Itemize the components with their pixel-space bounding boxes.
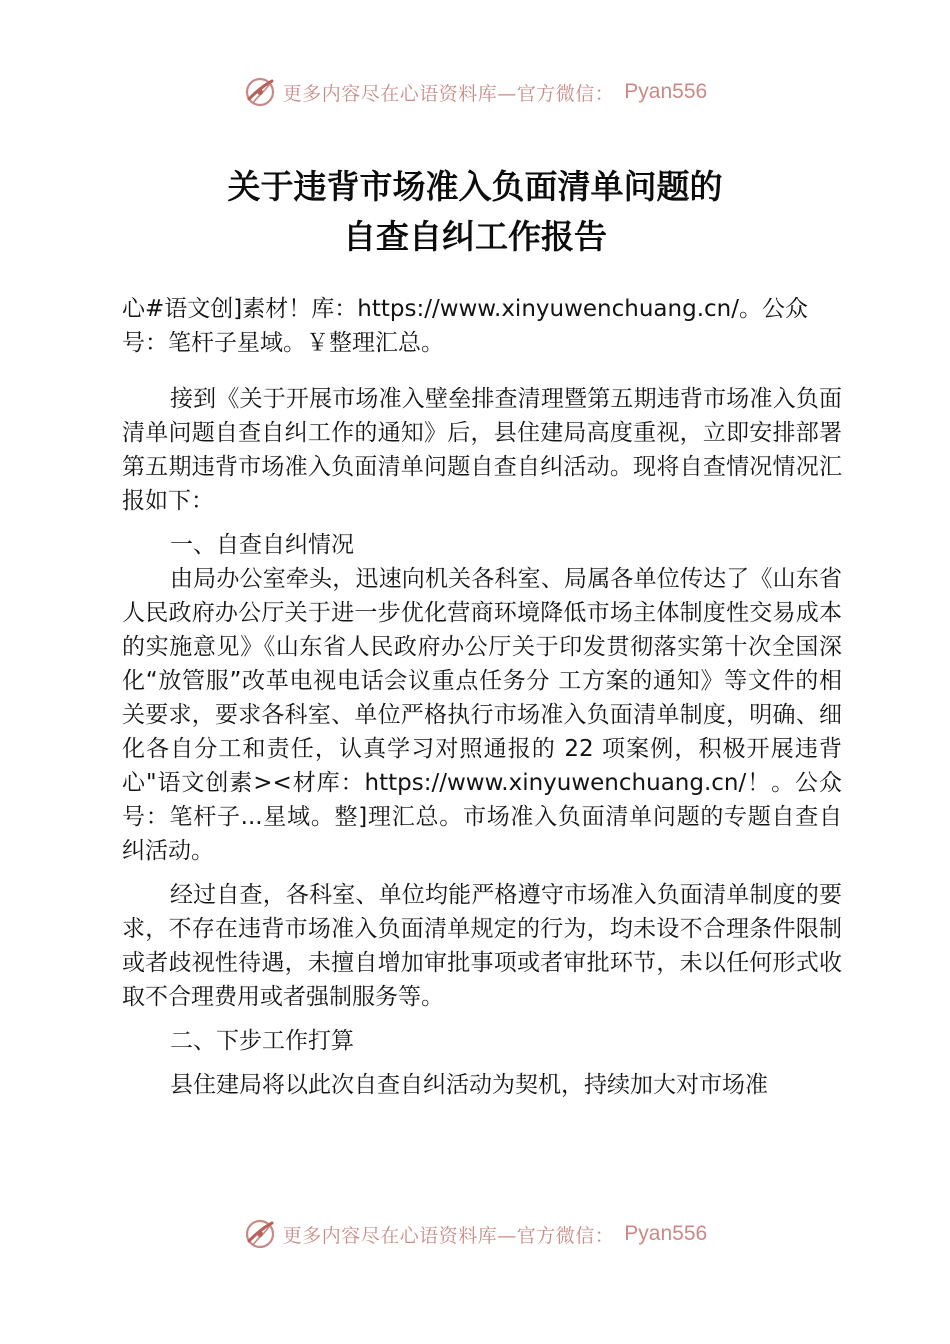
section-heading-1: 一、自查自纠情况 (170, 532, 354, 558)
document-title (0, 162, 950, 262)
brush-logo-icon (243, 1217, 277, 1251)
title-line-2: 自查自纠工作报告 (343, 217, 607, 256)
source-note: 心#语文创]素材！库：https://www.xinyuwenchuang.cn/。公众号：笔杆子星域。￥整理汇总。 (122, 296, 808, 356)
document-body (122, 292, 842, 1102)
paragraph-1: 由局办公室牵头，迅速向机关各科室、局属各单位传达了《山东省人民政府办公厅关于进一步优化营商环境降低市场主体制度性交易成本的实施意见》《山东省人民政府办公厅关于印发贯彻落实第十次全国深化“放管服”改革电视电话会议重点任务分 工方案的通知》等文件的相关要求，要求各科室、单位严格执行市场准入负面清单制度，明确、细化各自分工和责任，认真学习对照通报的 22 项案例，积极开展违背心"语文创素><材库：https://www.xinyuwenchuang.cn/！。公众号：笔杆子...星域。整]理汇总。市场准入负面清单问题的专题自查自纠活动。 (122, 566, 842, 864)
banner-text: 更多内容尽在心语资料库—官方微信： (282, 82, 615, 105)
banner-wechat-id: Pyan556 (624, 1222, 708, 1245)
footer-banner (0, 1214, 950, 1254)
banner-wechat-id: Pyan556 (624, 80, 708, 103)
paragraph-2: 经过自查，各科室、单位均能严格遵守市场准入负面清单制度的要求，不存在违背市场准入负面清单规定的行为，均未设不合理条件限制或者歧视性待遇，未擅自增加审批事项或者审批环节，未以任何形式收取不合理费用或者强制服务等。 (122, 882, 842, 1010)
banner-text: 更多内容尽在心语资料库—官方微信： (282, 1224, 615, 1247)
title-line-1: 关于违背市场准入负面清单问题的 (227, 167, 723, 206)
header-banner (0, 72, 950, 112)
brush-logo-icon (243, 75, 277, 109)
intro-paragraph: 接到《关于开展市场准入壁垒排查清理暨第五期违背市场准入负面清单问题自查自纠工作的通知》后，县住建局高度重视，立即安排部署第五期违背市场准入负面清单问题自查自纠活动。现将自查情况情况汇报如下： (122, 386, 842, 514)
paragraph-3: 县住建局将以此次自查自纠活动为契机，持续加大对市场准 (170, 1072, 768, 1098)
section-heading-2: 二、下步工作打算 (170, 1028, 354, 1054)
